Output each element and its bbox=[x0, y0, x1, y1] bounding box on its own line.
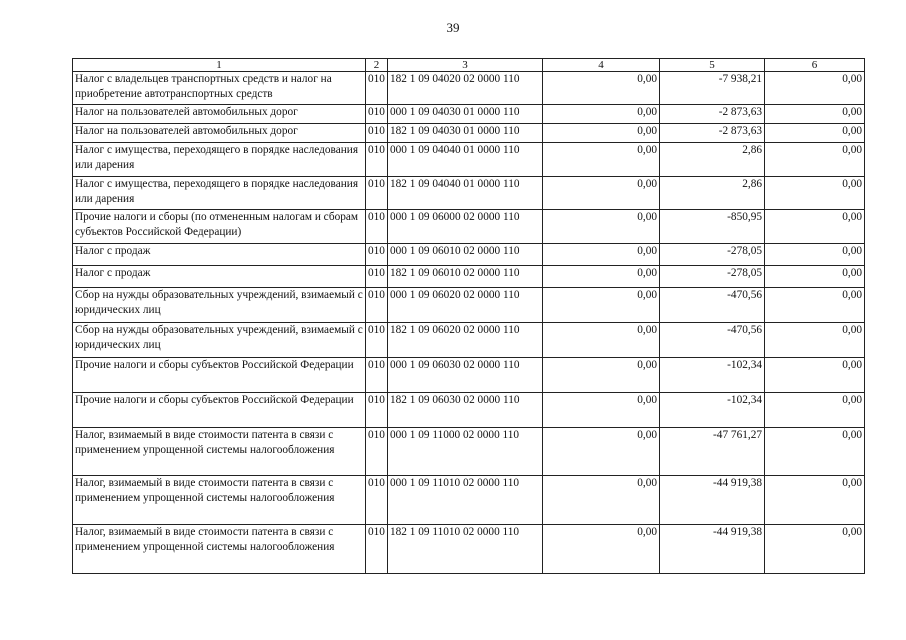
row-col4-value-cell: 0,00 bbox=[543, 476, 660, 525]
row-admin-code-cell: 010 bbox=[366, 105, 388, 124]
row-col6-value-cell: 0,00 bbox=[765, 124, 865, 143]
row-budget-code-cell: 000 1 09 06020 02 0000 110 bbox=[388, 288, 543, 323]
row-name-cell: Сбор на нужды образовательных учреждений, взимаемый с юридических лиц bbox=[73, 323, 366, 358]
row-col6-value-cell: 0,00 bbox=[765, 244, 865, 266]
table-row bbox=[73, 72, 865, 105]
row-admin-code-cell: 010 bbox=[366, 72, 388, 105]
row-name-cell: Прочие налоги и сборы субъектов Российской Федерации bbox=[73, 393, 366, 428]
table-row bbox=[73, 210, 865, 244]
table-body bbox=[73, 72, 865, 574]
row-col5-value-cell: -44 919,38 bbox=[660, 476, 765, 525]
row-admin-code-cell: 010 bbox=[366, 476, 388, 525]
row-col4-value-cell: 0,00 bbox=[543, 428, 660, 476]
column-header-1: 1 bbox=[73, 59, 366, 72]
row-admin-code-cell: 010 bbox=[366, 428, 388, 476]
row-col5-value-cell: -278,05 bbox=[660, 266, 765, 288]
row-admin-code-cell: 010 bbox=[366, 393, 388, 428]
row-col5-value-cell: -2 873,63 bbox=[660, 105, 765, 124]
row-admin-code-cell: 010 bbox=[366, 124, 388, 143]
row-col4-value-cell: 0,00 bbox=[543, 72, 660, 105]
table-row bbox=[73, 266, 865, 288]
row-col4-value-cell: 0,00 bbox=[543, 393, 660, 428]
row-name-cell: Налог с владельцев транспортных средств и налог на приобретение автотранспортных средств bbox=[73, 72, 366, 105]
page-number: 39 bbox=[446, 20, 460, 35]
report-table bbox=[72, 58, 865, 574]
column-number-row bbox=[73, 59, 865, 72]
table-row bbox=[73, 244, 865, 266]
row-col4-value-cell: 0,00 bbox=[543, 358, 660, 393]
row-name-cell: Налог, взимаемый в виде стоимости патента в связи с применением упрощенной системы налогообложения bbox=[73, 428, 366, 476]
row-budget-code-cell: 000 1 09 04040 01 0000 110 bbox=[388, 143, 543, 177]
table-row bbox=[73, 124, 865, 143]
table-row bbox=[73, 428, 865, 476]
column-header-3: 3 bbox=[388, 59, 543, 72]
row-admin-code-cell: 010 bbox=[366, 323, 388, 358]
row-col5-value-cell: 2,86 bbox=[660, 143, 765, 177]
row-budget-code-cell: 182 1 09 06020 02 0000 110 bbox=[388, 323, 543, 358]
row-col6-value-cell: 0,00 bbox=[765, 323, 865, 358]
row-budget-code-cell: 182 1 09 11010 02 0000 110 bbox=[388, 525, 543, 574]
row-admin-code-cell: 010 bbox=[366, 266, 388, 288]
row-col6-value-cell: 0,00 bbox=[765, 288, 865, 323]
row-col4-value-cell: 0,00 bbox=[543, 124, 660, 143]
row-col5-value-cell: -7 938,21 bbox=[660, 72, 765, 105]
row-col4-value-cell: 0,00 bbox=[543, 323, 660, 358]
row-col6-value-cell: 0,00 bbox=[765, 72, 865, 105]
row-col4-value-cell: 0,00 bbox=[543, 244, 660, 266]
row-col6-value-cell: 0,00 bbox=[765, 210, 865, 244]
row-admin-code-cell: 010 bbox=[366, 210, 388, 244]
row-name-cell: Налог, взимаемый в виде стоимости патента в связи с применением упрощенной системы налогообложения bbox=[73, 525, 366, 574]
row-budget-code-cell: 182 1 09 04020 02 0000 110 bbox=[388, 72, 543, 105]
row-col6-value-cell: 0,00 bbox=[765, 266, 865, 288]
row-name-cell: Налог на пользователей автомобильных дорог bbox=[73, 124, 366, 143]
row-col5-value-cell: -44 919,38 bbox=[660, 525, 765, 574]
row-col6-value-cell: 0,00 bbox=[765, 525, 865, 574]
row-col6-value-cell: 0,00 bbox=[765, 428, 865, 476]
row-admin-code-cell: 010 bbox=[366, 177, 388, 210]
row-admin-code-cell: 010 bbox=[366, 525, 388, 574]
row-name-cell: Прочие налоги и сборы субъектов Российской Федерации bbox=[73, 358, 366, 393]
row-col4-value-cell: 0,00 bbox=[543, 210, 660, 244]
row-budget-code-cell: 000 1 09 11000 02 0000 110 bbox=[388, 428, 543, 476]
row-budget-code-cell: 000 1 09 06010 02 0000 110 bbox=[388, 244, 543, 266]
row-col6-value-cell: 0,00 bbox=[765, 105, 865, 124]
row-col5-value-cell: -850,95 bbox=[660, 210, 765, 244]
row-name-cell: Налог с имущества, переходящего в порядке наследования или дарения bbox=[73, 143, 366, 177]
row-col6-value-cell: 0,00 bbox=[765, 476, 865, 525]
row-col6-value-cell: 0,00 bbox=[765, 143, 865, 177]
row-name-cell: Налог с имущества, переходящего в порядке наследования или дарения bbox=[73, 177, 366, 210]
table-row bbox=[73, 143, 865, 177]
table-row bbox=[73, 288, 865, 323]
column-header-5: 5 bbox=[660, 59, 765, 72]
row-name-cell: Налог на пользователей автомобильных дорог bbox=[73, 105, 366, 124]
row-admin-code-cell: 010 bbox=[366, 143, 388, 177]
row-admin-code-cell: 010 bbox=[366, 358, 388, 393]
row-name-cell: Налог с продаж bbox=[73, 244, 366, 266]
row-col4-value-cell: 0,00 bbox=[543, 288, 660, 323]
row-budget-code-cell: 000 1 09 04030 01 0000 110 bbox=[388, 105, 543, 124]
row-budget-code-cell: 000 1 09 06000 02 0000 110 bbox=[388, 210, 543, 244]
row-col4-value-cell: 0,00 bbox=[543, 525, 660, 574]
row-budget-code-cell: 000 1 09 06030 02 0000 110 bbox=[388, 358, 543, 393]
row-col6-value-cell: 0,00 bbox=[765, 393, 865, 428]
row-budget-code-cell: 182 1 09 06010 02 0000 110 bbox=[388, 266, 543, 288]
row-name-cell: Налог с продаж bbox=[73, 266, 366, 288]
row-col5-value-cell: -102,34 bbox=[660, 393, 765, 428]
row-col4-value-cell: 0,00 bbox=[543, 105, 660, 124]
table-row bbox=[73, 105, 865, 124]
row-admin-code-cell: 010 bbox=[366, 244, 388, 266]
row-budget-code-cell: 182 1 09 04030 01 0000 110 bbox=[388, 124, 543, 143]
row-admin-code-cell: 010 bbox=[366, 288, 388, 323]
row-col5-value-cell: -47 761,27 bbox=[660, 428, 765, 476]
row-col5-value-cell: -470,56 bbox=[660, 323, 765, 358]
table-row bbox=[73, 358, 865, 393]
row-name-cell: Прочие налоги и сборы (по отмененным налогам и сборам субъектов Российской Федерации) bbox=[73, 210, 366, 244]
row-budget-code-cell: 182 1 09 06030 02 0000 110 bbox=[388, 393, 543, 428]
table-row bbox=[73, 393, 865, 428]
row-col5-value-cell: -470,56 bbox=[660, 288, 765, 323]
column-header-2: 2 bbox=[366, 59, 388, 72]
row-col5-value-cell: -102,34 bbox=[660, 358, 765, 393]
row-name-cell: Налог, взимаемый в виде стоимости патента в связи с применением упрощенной системы налогообложения bbox=[73, 476, 366, 525]
column-header-4: 4 bbox=[543, 59, 660, 72]
row-col5-value-cell: -2 873,63 bbox=[660, 124, 765, 143]
table-row bbox=[73, 525, 865, 574]
row-col4-value-cell: 0,00 bbox=[543, 266, 660, 288]
row-col6-value-cell: 0,00 bbox=[765, 177, 865, 210]
table-row bbox=[73, 323, 865, 358]
table-row bbox=[73, 476, 865, 525]
row-col5-value-cell: -278,05 bbox=[660, 244, 765, 266]
row-name-cell: Сбор на нужды образовательных учреждений, взимаемый с юридических лиц bbox=[73, 288, 366, 323]
row-col4-value-cell: 0,00 bbox=[543, 177, 660, 210]
row-col5-value-cell: 2,86 bbox=[660, 177, 765, 210]
row-col4-value-cell: 0,00 bbox=[543, 143, 660, 177]
table-row bbox=[73, 177, 865, 210]
column-header-6: 6 bbox=[765, 59, 865, 72]
row-budget-code-cell: 182 1 09 04040 01 0000 110 bbox=[388, 177, 543, 210]
row-col6-value-cell: 0,00 bbox=[765, 358, 865, 393]
row-budget-code-cell: 000 1 09 11010 02 0000 110 bbox=[388, 476, 543, 525]
